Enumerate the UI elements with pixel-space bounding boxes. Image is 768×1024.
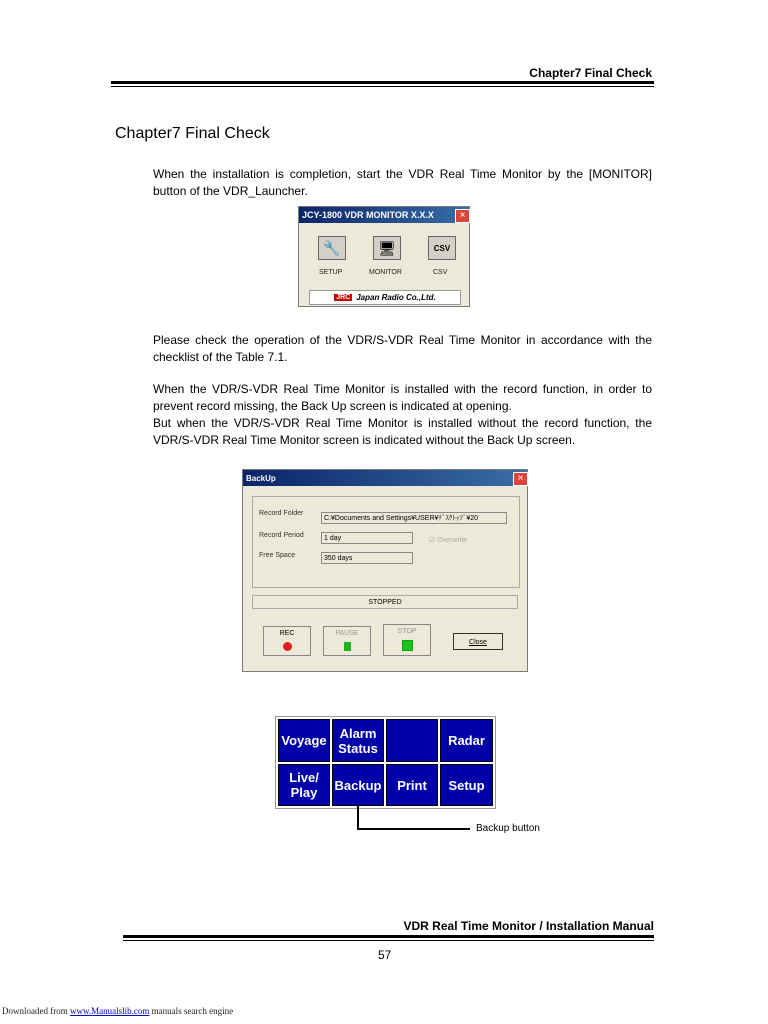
paragraph-2: Please check the operation of the VDR/S-VDR Real Time Monitor in accordance with the checklist of the Table 7.1. <box>153 333 652 364</box>
radar-button[interactable]: Radar <box>440 719 493 762</box>
vdr-launcher-window <box>298 206 470 307</box>
overwrite-checkbox[interactable]: ☑ Overwrite <box>429 537 468 544</box>
csv-button[interactable] <box>428 236 456 260</box>
free-space-field: 350 days <box>321 552 413 564</box>
wrench-icon: 🔧 <box>323 239 341 256</box>
paragraph-3: When the VDR/S-VDR Real Time Monitor is installed with the record function, in order to prevent record missing, the Back Up screen is indicated at opening. <box>153 382 652 413</box>
function-button-grid <box>275 716 496 809</box>
pause-icon <box>344 642 351 651</box>
footer-title: VDR Real Time Monitor / Installation Manual <box>403 919 654 933</box>
print-button[interactable]: Print <box>386 764 438 806</box>
company-bar <box>309 290 461 305</box>
monitor-icon: 🖥 <box>378 239 396 256</box>
download-note <box>2 1006 233 1016</box>
backup-title: BackUp <box>246 473 276 483</box>
monitor-button[interactable] <box>373 236 401 260</box>
backup-titlebar <box>243 470 527 486</box>
csv-icon: CSV <box>433 243 451 253</box>
download-prefix: Downloaded from <box>2 1006 70 1016</box>
rec-label: REC <box>279 630 295 637</box>
record-period-label: Record Period <box>259 532 304 539</box>
record-period-field[interactable]: 1 day <box>321 532 413 544</box>
jrc-logo: JRC <box>336 294 351 301</box>
header-rule-thin <box>111 86 654 87</box>
csv-label: CSV <box>433 269 448 276</box>
live-play-button[interactable]: Live/ Play <box>278 764 330 806</box>
paragraph-4: But when the VDR/S-VDR Real Time Monitor is installed without the record function, the VDR/S-VDR Real Time Monitor screen is indicated without the Back Up screen. <box>153 416 652 447</box>
download-suffix: manuals search engine <box>149 1006 234 1016</box>
voyage-button[interactable]: Voyage <box>278 719 330 762</box>
stop-icon <box>402 640 413 651</box>
paragraph-1: When the installation is completion, start the VDR Real Time Monitor by the [MONITOR] button of the VDR_Launcher. <box>153 167 652 198</box>
setup-button[interactable]: Setup <box>440 764 493 806</box>
chapter-heading: Chapter7 Final Check <box>115 125 270 142</box>
footer-rule <box>123 935 654 938</box>
manualslib-link[interactable]: www.Manualslib.com <box>69 1006 150 1016</box>
pause-label: PAUSE <box>335 630 359 637</box>
callout-label: Backup button <box>476 823 540 834</box>
callout-line-horizontal <box>357 828 470 830</box>
footer-rule-thin <box>123 940 654 941</box>
header-rule <box>111 81 654 84</box>
company-name: Japan Radio Co.,Ltd. <box>356 293 436 302</box>
backup-dialog <box>242 469 528 672</box>
setup-button[interactable] <box>318 236 346 260</box>
blank-button[interactable] <box>386 719 438 762</box>
pause-button[interactable] <box>323 626 371 656</box>
status-bar: STOPPED <box>252 595 518 609</box>
free-space-label: Free Space <box>259 552 296 559</box>
settings-group <box>252 496 520 588</box>
page-number: 57 <box>378 948 392 962</box>
record-folder-field[interactable]: C:¥Documents and Settings¥USER¥ﾃﾞｽｸﾄｯﾌﾟ¥20 <box>321 512 507 524</box>
launcher-title: JCY-1800 VDR MONITOR X.X.X <box>302 210 434 220</box>
stop-button[interactable] <box>383 624 431 656</box>
backup-button[interactable]: Backup <box>332 764 384 806</box>
record-folder-label: Record Folder <box>259 510 304 517</box>
rec-button[interactable] <box>263 626 311 656</box>
launcher-titlebar <box>299 207 469 223</box>
close-icon[interactable]: × <box>513 472 528 486</box>
monitor-label: MONITOR <box>369 269 402 276</box>
alarm-status-button[interactable]: Alarm Status <box>332 719 384 762</box>
close-icon[interactable]: × <box>455 209 470 223</box>
close-button[interactable]: Close <box>453 633 503 650</box>
header-title: Chapter7 Final Check <box>529 66 652 80</box>
stop-label: STOP <box>397 628 417 635</box>
record-icon <box>283 642 292 651</box>
setup-label: SETUP <box>319 269 343 276</box>
callout-line-vertical <box>357 806 359 830</box>
overwrite-label: Overwrite <box>437 537 468 544</box>
